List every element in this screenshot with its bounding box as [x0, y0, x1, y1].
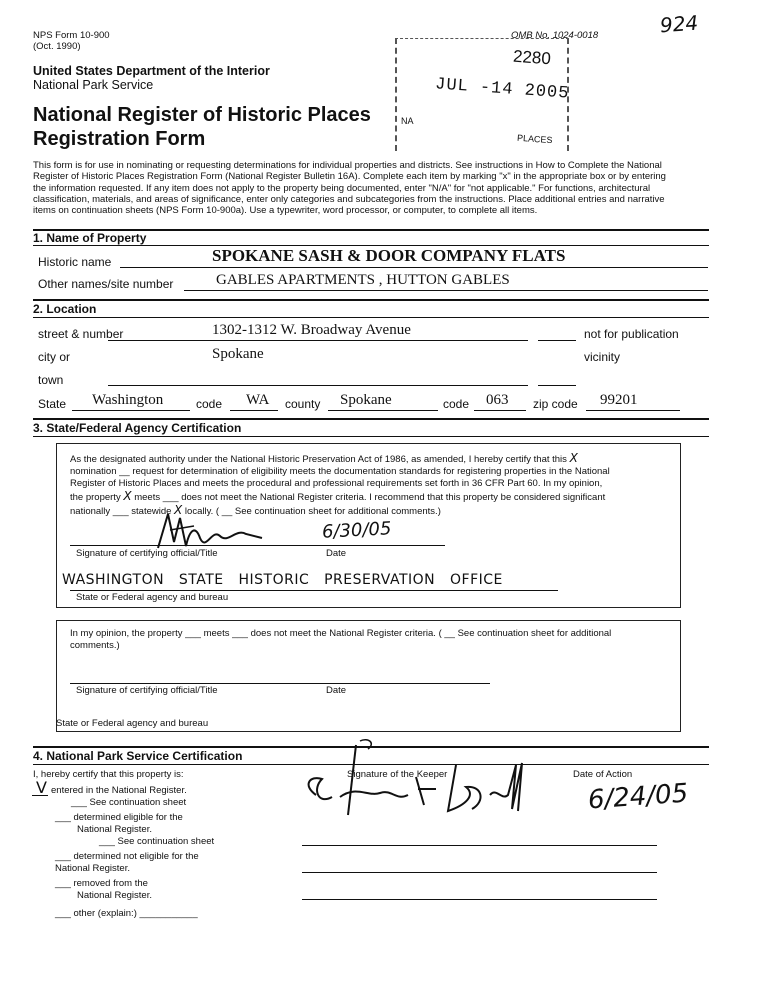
status-continuation[interactable]: ___ See continuation sheet [71, 797, 187, 808]
zip-label: zip code [533, 397, 578, 411]
cert-line: nomination __ request for determination of eligibility meets the documentation standards for registering properties in the National [70, 466, 610, 477]
instructions-line: items on continuation sheets (NPS Form 10-900a). Use a typewriter, word processor, or computer, to complete all items. [33, 205, 538, 217]
field-underline [108, 340, 528, 341]
status-entered[interactable]: entered in the National Register. [51, 785, 187, 796]
service-name: National Park Service [33, 78, 154, 92]
historic-name-label: Historic name [38, 255, 112, 269]
entered-check-mark[interactable]: V [36, 778, 47, 797]
signature-label: Signature of certifying official/Title [76, 548, 218, 559]
status-list [55, 812, 214, 848]
divider [33, 317, 709, 318]
status-other[interactable]: ___ other (explain:) ___________ [55, 908, 198, 919]
historic-name-value[interactable]: SPOKANE SASH & DOOR COMPANY FLATS [212, 246, 566, 265]
signature-line [70, 545, 445, 546]
corner-handwritten-number: 924 [659, 10, 699, 38]
checkbox-line-not-for-publication[interactable] [538, 340, 576, 341]
status-list [55, 851, 199, 875]
other-names-value[interactable]: GABLES APARTMENTS , HUTTON GABLES [216, 272, 510, 288]
instructions [33, 160, 723, 216]
state-label: State [38, 397, 67, 411]
status-eligible[interactable]: ___ determined eligible for the [55, 812, 183, 823]
date-label: Date [326, 548, 347, 559]
checkbox-line-vicinity[interactable] [538, 385, 576, 386]
divider [33, 299, 709, 301]
state-code-value[interactable]: WA [246, 392, 270, 408]
city-value[interactable]: Spokane [212, 346, 264, 362]
form-title-line2: Registration Form [33, 128, 206, 150]
county-code-value[interactable]: 063 [486, 392, 509, 408]
status-removed-nr: National Register. [77, 890, 152, 901]
form-date: (Oct. 1990) [33, 41, 81, 52]
status-eligible-continuation[interactable]: ___ See continuation sheet [99, 836, 215, 847]
keeper-line [302, 872, 657, 873]
field-underline [72, 410, 190, 411]
field-underline [328, 410, 438, 411]
agency-label: State or Federal agency and bureau [76, 592, 229, 603]
cert-line: Register of Historic Places and meets the procedural and professional requirements set forth in 36 CFR Part 60. In my opinion, [70, 478, 603, 489]
opinion-line: In my opinion, the property ___ meets ___ does not meet the National Register criteria. ( __ See continuation sheet for additional [70, 628, 612, 639]
status-not-eligible[interactable]: ___ determined not eligible for the [55, 851, 199, 862]
status-not-eligible-nr: National Register. [55, 863, 130, 874]
field-underline [108, 385, 528, 386]
cert-mark-meets[interactable]: X [123, 489, 132, 503]
cert-line: locally. ( __ See continuation sheet for additional comments.) [184, 506, 441, 517]
instructions-line: the information requested. If any item does not apply to the property being documented, enter "N/A" for "not applicable." For functions, architectural [33, 182, 651, 194]
instructions-line: This form is for use in nominating or requesting determinations for individual properties and districts. See instructions in How to Complete the National [33, 160, 662, 171]
agency-line [70, 590, 558, 591]
department-name: United States Department of the Interior [33, 64, 270, 78]
instructions-line: classification, materials, and areas of significance, enter only categories and subcategories from the instructions. Place additional entries and narrative [33, 193, 665, 205]
form-number: NPS Form 10-900 [33, 30, 110, 41]
opinion-text [70, 628, 670, 652]
cert-mark-locally[interactable]: X [174, 503, 183, 517]
cert-mark-nomination[interactable]: X [569, 451, 578, 465]
cert-line: nationally ___ statewide [70, 506, 172, 517]
date-label-2: Date [326, 685, 347, 696]
field-underline [586, 410, 680, 411]
county-code-label: code [443, 397, 470, 411]
vicinity-label: vicinity [584, 350, 621, 364]
agency-label-2: State or Federal agency and bureau [56, 718, 209, 729]
not-for-publication-label: not for publication [584, 327, 679, 341]
street-label: street & number [38, 327, 124, 341]
keeper-line [302, 899, 657, 900]
received-stamp [395, 38, 570, 156]
stamp-number: 2280 [512, 46, 552, 69]
cert-line: As the designated authority under the National Historic Preservation Act of 1986, as amended, I hereby certify that this [70, 454, 567, 465]
instructions-line: Register of Historic Places Registration Form (National Register Bulletin 16A). Complete each item by marking "x" in the appropriate box or by entering [33, 171, 666, 183]
divider [33, 418, 709, 420]
cert-line: the property [70, 492, 121, 503]
county-value[interactable]: Spokane [340, 392, 392, 408]
date-of-action-label: Date of Action [573, 769, 633, 780]
date-of-action-value[interactable]: 6/24/05 [587, 778, 690, 816]
form-title-line1: National Register of Historic Places [33, 104, 371, 126]
section3-heading: 3. State/Federal Agency Certification [33, 421, 242, 435]
field-underline [120, 267, 708, 268]
other-names-label: Other names/site number [38, 277, 174, 291]
agency-value[interactable]: WASHINGTON STATE HISTORIC PRESERVATION OFFICE [62, 572, 503, 588]
opinion-line: comments.) [70, 640, 120, 651]
field-underline [474, 410, 526, 411]
certification-date-value[interactable]: 6/30/05 [321, 518, 392, 543]
signature-label-2: Signature of certifying official/Title [76, 685, 218, 696]
omb-number: OMB No. 1024-0018 [511, 30, 599, 41]
field-underline [184, 290, 708, 291]
section4-heading: 4. National Park Service Certification [33, 749, 243, 763]
status-removed[interactable]: ___ removed from the [55, 878, 148, 889]
zip-value[interactable]: 99201 [600, 392, 638, 408]
state-value[interactable]: Washington [92, 392, 164, 408]
status-eligible-nr: National Register. [77, 824, 152, 835]
status-list [51, 785, 187, 809]
street-value[interactable]: 1302-1312 W. Broadway Avenue [212, 322, 411, 338]
stamp-date: JUL -14 2005 [434, 75, 570, 104]
section2-heading: 2. Location [33, 302, 97, 316]
city-label: city or [38, 350, 71, 364]
cert-line: meets ___ does not meet the National Register criteria. I recommend that this property be considered significant [134, 492, 606, 503]
code-label: code [196, 397, 223, 411]
keeper-line [302, 845, 657, 846]
keeper-signature-label: Signature of the Keeper [347, 769, 448, 780]
stamp-text-right: PLACES [516, 132, 553, 146]
stamp-text-left: NA [401, 116, 414, 126]
signature-line [70, 683, 490, 684]
town-label: town [38, 373, 64, 387]
status-list [55, 878, 152, 902]
section1-heading: 1. Name of Property [33, 231, 147, 245]
field-underline [230, 410, 278, 411]
checkbox-line [32, 795, 48, 796]
keeper-intro: I, hereby certify that this property is: [33, 769, 184, 780]
keeper-signature [296, 735, 556, 825]
divider [33, 436, 709, 437]
county-label: county [285, 397, 321, 411]
